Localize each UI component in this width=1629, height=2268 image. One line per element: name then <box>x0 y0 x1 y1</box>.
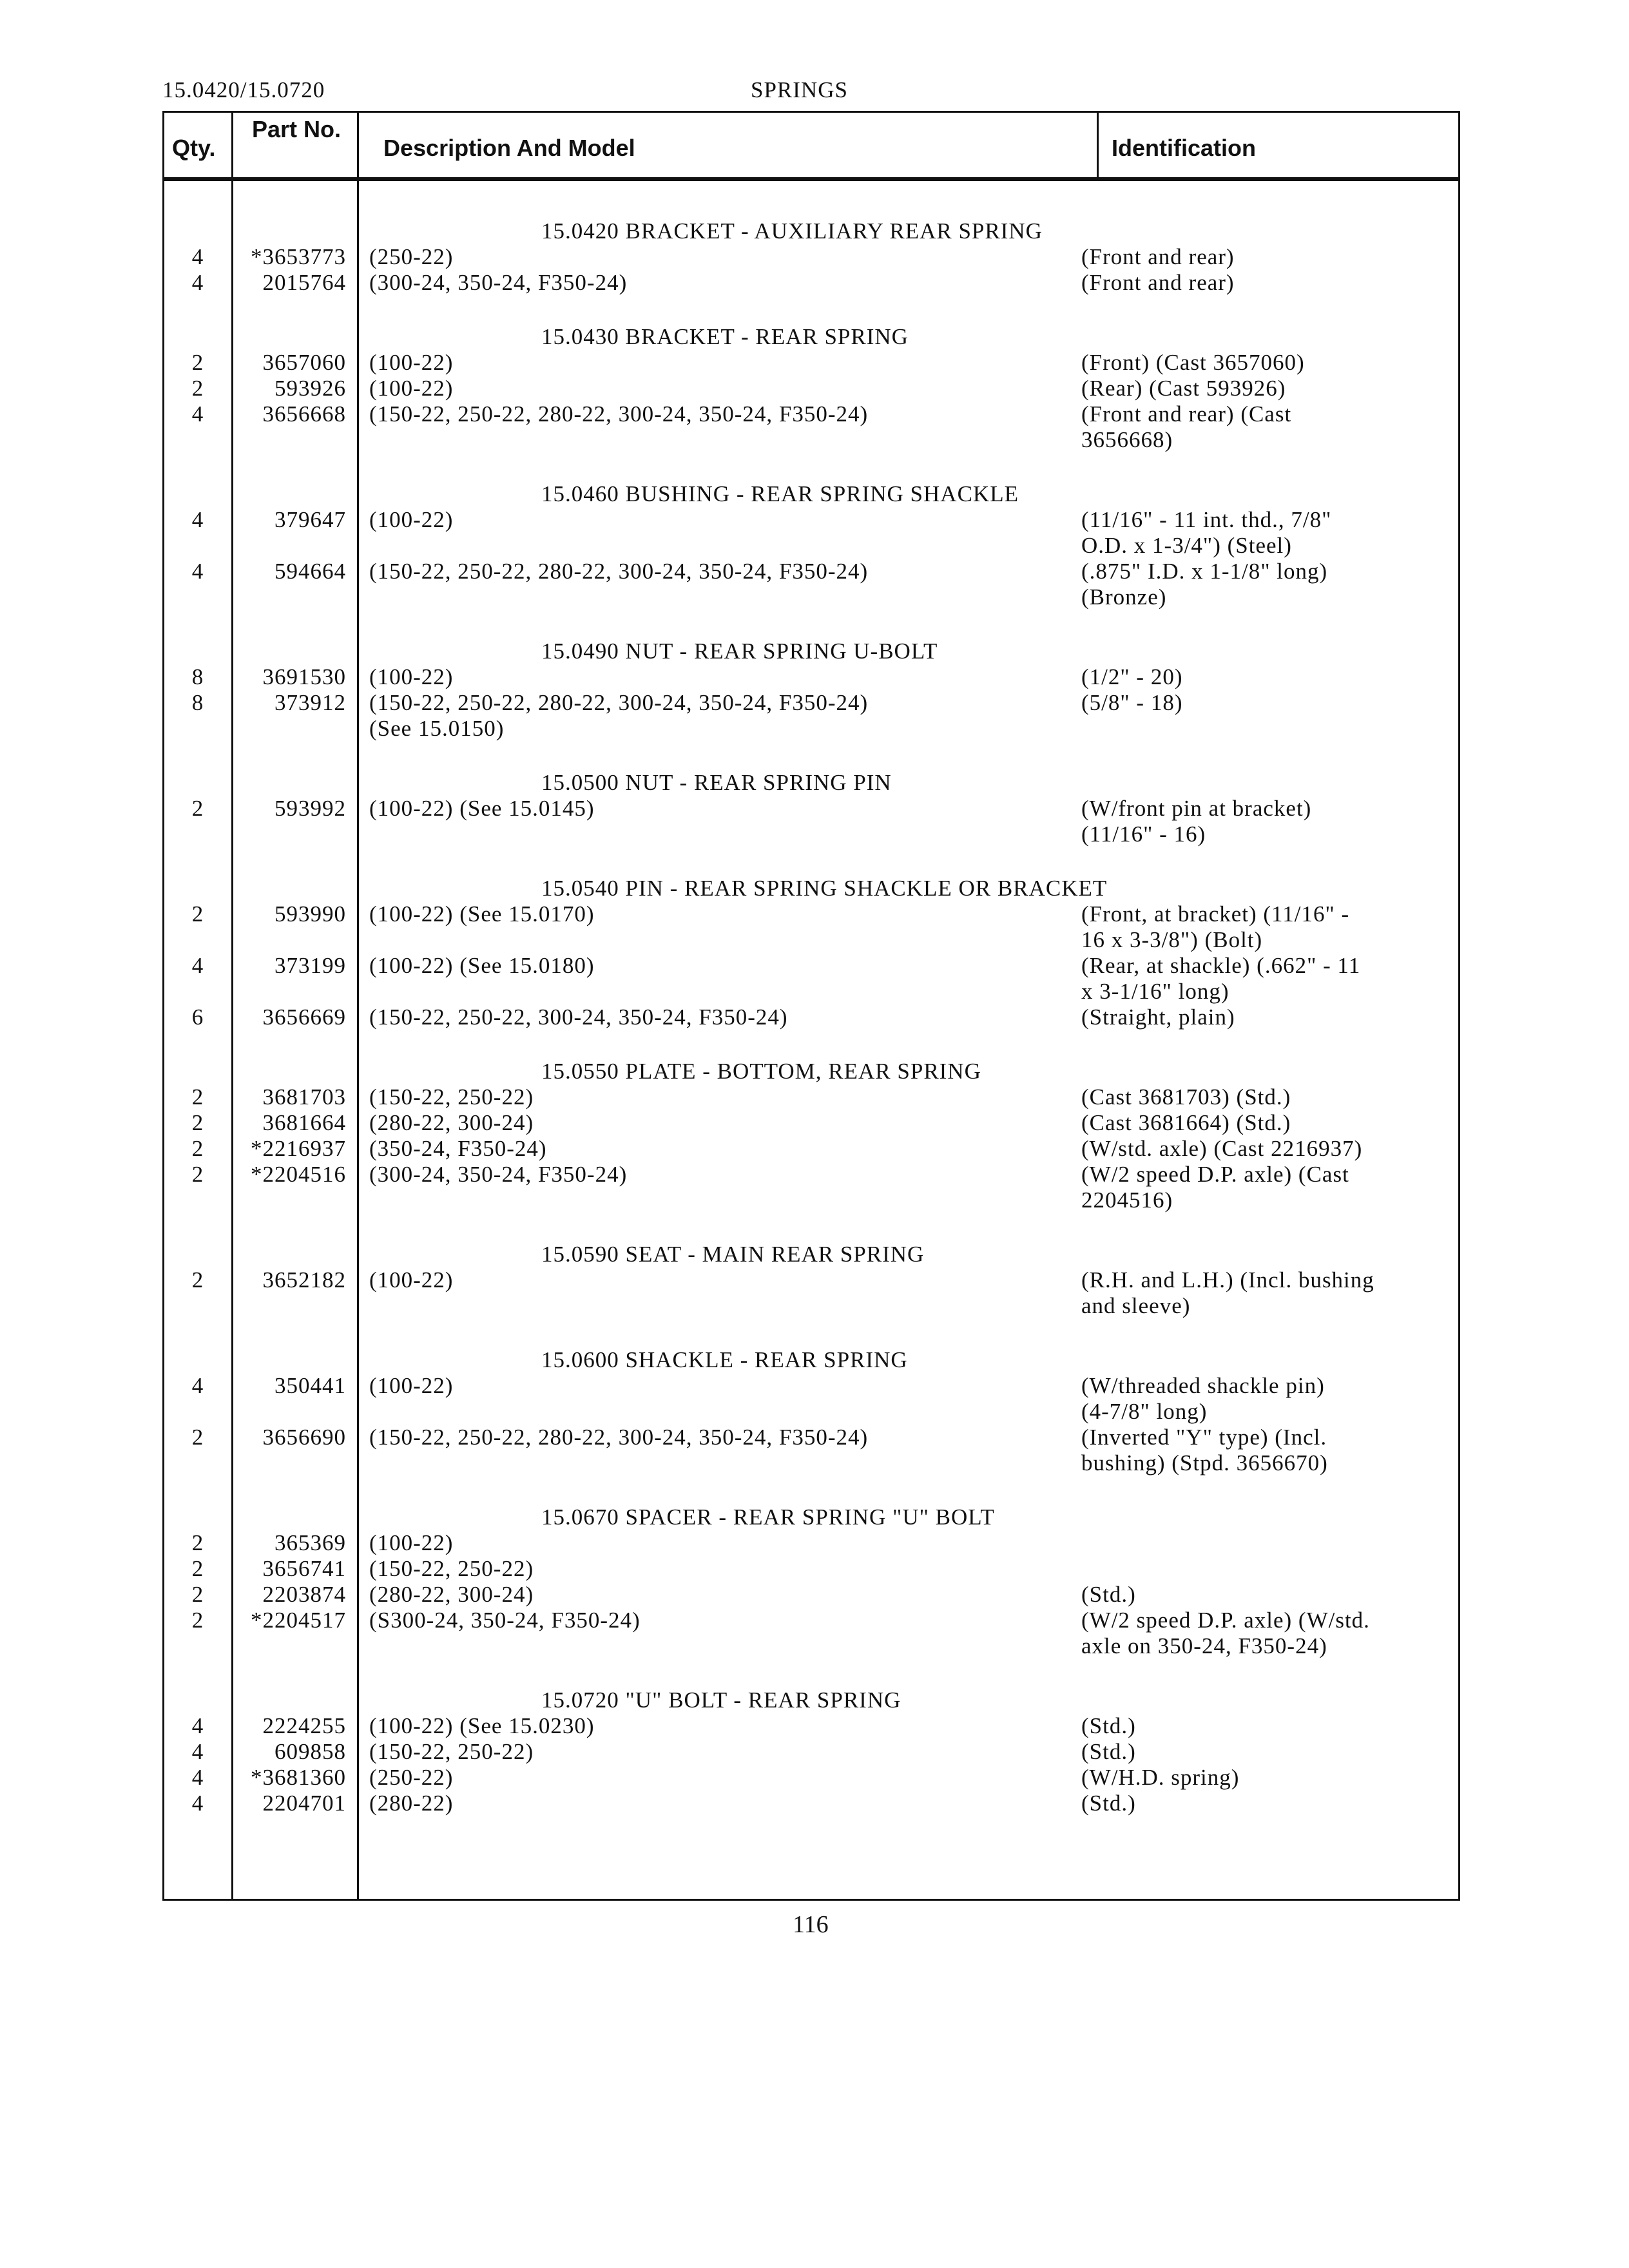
table-row <box>164 796 1458 847</box>
section-spacer <box>164 610 1458 639</box>
table-row <box>164 1556 1458 1582</box>
part-number-cell: 594664 <box>275 559 346 584</box>
qty-cell: 4 <box>191 507 204 532</box>
table-row <box>164 1425 1458 1476</box>
qty-cell: 2 <box>191 350 204 375</box>
qty-cell: 4 <box>191 401 204 427</box>
section-spacer <box>164 847 1458 876</box>
part-number-cell: 3681703 <box>262 1084 346 1110</box>
identification-cell: (W/2 speed D.P. axle) (W/std. axle on 350-24, F350-24) <box>1081 1608 1370 1658</box>
qty-cell: 4 <box>191 1765 204 1790</box>
section-spacer <box>164 742 1458 770</box>
part-number-cell: 3656668 <box>262 401 346 427</box>
description-cell: (100-22) <box>369 507 454 532</box>
section-title: 15.0540 PIN - REAR SPRING SHACKLE OR BRACKET <box>541 876 1108 901</box>
identification-cell: (Std.) <box>1081 1791 1136 1816</box>
table-row <box>164 1739 1458 1765</box>
table-row <box>164 1162 1458 1213</box>
qty-cell: 2 <box>191 1530 204 1555</box>
section-title: 15.0430 BRACKET - REAR SPRING <box>541 324 909 349</box>
qty-cell: 4 <box>191 953 204 978</box>
part-number-cell: *2216937 <box>251 1136 346 1161</box>
qty-cell: 2 <box>191 1110 204 1135</box>
table-row <box>164 270 1458 296</box>
part-number-cell: 3691530 <box>262 664 346 689</box>
column-header-part-no: Part No. <box>251 116 342 142</box>
qty-cell: 6 <box>191 1004 204 1030</box>
section-title: 15.0720 "U" BOLT - REAR SPRING <box>541 1687 901 1713</box>
description-cell: (250-22) <box>369 1765 454 1790</box>
part-number-cell: 2015764 <box>262 270 346 295</box>
qty-cell: 2 <box>191 1084 204 1110</box>
qty-cell: 4 <box>191 270 204 295</box>
qty-cell: 2 <box>191 1162 204 1187</box>
identification-cell: (W/front pin at bracket) (11/16" - 16) <box>1081 796 1312 847</box>
identification-cell: (Std.) <box>1081 1713 1136 1738</box>
part-number-cell: *2204517 <box>251 1608 346 1633</box>
section-title: 15.0420 BRACKET - AUXILIARY REAR SPRING <box>541 218 1043 244</box>
table-row <box>164 401 1458 453</box>
identification-cell: (Front and rear) (Cast 3656668) <box>1081 401 1292 452</box>
description-cell: (100-22) <box>369 1530 454 1555</box>
identification-cell: (Front and rear) <box>1081 244 1235 269</box>
qty-cell: 2 <box>191 376 204 401</box>
qty-cell: 8 <box>191 664 204 689</box>
description-cell: (150-22, 250-22, 300-24, 350-24, F350-24) <box>369 1004 788 1030</box>
description-cell: (280-22, 300-24) <box>369 1110 534 1135</box>
part-number-cell: 593990 <box>275 901 346 927</box>
identification-cell: (Front, at bracket) (11/16" - 16 x 3-3/8") (Bolt) <box>1081 901 1350 952</box>
section-title: 15.0590 SEAT - MAIN REAR SPRING <box>541 1242 925 1267</box>
part-number-cell: 3656690 <box>262 1425 346 1450</box>
identification-cell: (Std.) <box>1081 1582 1136 1607</box>
identification-cell: (W/H.D. spring) <box>1081 1765 1240 1790</box>
part-number-cell: 2224255 <box>262 1713 346 1738</box>
description-cell: (250-22) <box>369 244 454 269</box>
table-row <box>164 244 1458 270</box>
identification-cell: (W/std. axle) (Cast 2216937) <box>1081 1136 1363 1161</box>
parts-table <box>162 111 1460 1901</box>
qty-cell: 2 <box>191 1136 204 1161</box>
description-cell: (150-22, 250-22, 280-22, 300-24, 350-24, F350-24) (See 15.0150) <box>369 690 869 741</box>
description-cell: (300-24, 350-24, F350-24) <box>369 1162 628 1187</box>
identification-cell <box>1079 1556 1446 1582</box>
part-number-cell: 373912 <box>275 690 346 715</box>
description-cell: (100-22) <box>369 1267 454 1293</box>
description-cell: (350-24, F350-24) <box>369 1136 547 1161</box>
identification-cell: (5/8" - 18) <box>1081 690 1183 715</box>
table-row <box>164 1004 1458 1030</box>
qty-cell: 2 <box>191 1582 204 1607</box>
qty-cell: 2 <box>191 1556 204 1581</box>
part-number-cell: 373199 <box>275 953 346 978</box>
table-row <box>164 376 1458 401</box>
table-row <box>164 953 1458 1004</box>
section-title: 15.0500 NUT - REAR SPRING PIN <box>541 770 892 795</box>
section-title: 15.0600 SHACKLE - REAR SPRING <box>541 1347 908 1372</box>
qty-cell: 4 <box>191 1791 204 1816</box>
description-cell: (100-22) <box>369 1373 454 1398</box>
identification-cell: (Front and rear) <box>1081 270 1235 295</box>
column-header-identification: Identification <box>1112 135 1256 161</box>
qty-cell: 2 <box>191 901 204 927</box>
table-row <box>164 1136 1458 1162</box>
table-row <box>164 664 1458 690</box>
identification-cell: (Straight, plain) <box>1081 1004 1235 1030</box>
description-cell: (100-22) <box>369 664 454 689</box>
page-number: 116 <box>793 1911 829 1938</box>
identification-cell: (11/16" - 11 int. thd., 7/8" O.D. x 1-3/4") (Steel) <box>1081 507 1332 558</box>
identification-cell: (Rear, at shackle) (.662" - 11 x 3-1/16" long) <box>1081 953 1361 1004</box>
section-title: 15.0550 PLATE - BOTTOM, REAR SPRING <box>541 1059 981 1084</box>
description-cell: (150-22, 250-22) <box>369 1556 534 1581</box>
table-row <box>164 1608 1458 1659</box>
part-number-cell: 3681664 <box>262 1110 346 1135</box>
description-cell: (150-22, 250-22) <box>369 1739 534 1764</box>
description-cell: (280-22, 300-24) <box>369 1582 534 1607</box>
part-number-cell: 593992 <box>275 796 346 821</box>
section-title: 15.0490 NUT - REAR SPRING U-BOLT <box>541 639 938 664</box>
identification-cell: (Cast 3681664) (Std.) <box>1081 1110 1291 1135</box>
table-row <box>164 1582 1458 1608</box>
part-number-cell: 350441 <box>275 1373 346 1398</box>
qty-cell: 2 <box>191 796 204 821</box>
part-number-cell: 3657060 <box>262 350 346 375</box>
table-row <box>164 559 1458 610</box>
table-row <box>164 1765 1458 1791</box>
identification-cell: (W/2 speed D.P. axle) (Cast 2204516) <box>1081 1162 1349 1213</box>
part-number-cell: 3652182 <box>262 1267 346 1293</box>
part-number-cell: 365369 <box>275 1530 346 1555</box>
description-cell: (100-22) <box>369 376 454 401</box>
qty-cell: 8 <box>191 690 204 715</box>
part-number-cell: *3681360 <box>251 1765 346 1790</box>
description-cell: (300-24, 350-24, F350-24) <box>369 270 628 295</box>
page-title: SPRINGS <box>751 77 848 102</box>
part-number-cell: 2204701 <box>262 1791 346 1816</box>
identification-cell: (Inverted "Y" type) (Incl. bushing) (Stpd. 3656670) <box>1081 1425 1328 1475</box>
section-spacer <box>164 1659 1458 1687</box>
table-row <box>164 1791 1458 1816</box>
table-row <box>164 507 1458 559</box>
part-number-cell: *3653773 <box>251 244 346 269</box>
table-row <box>164 350 1458 376</box>
description-cell: (100-22) (See 15.0180) <box>369 953 595 978</box>
qty-cell: 4 <box>191 559 204 584</box>
header-rule <box>164 177 1458 181</box>
section-title: 15.0670 SPACER - REAR SPRING "U" BOLT <box>541 1504 995 1530</box>
identification-cell: (.875" I.D. x 1-1/8" long) (Bronze) <box>1081 559 1328 610</box>
description-cell: (100-22) <box>369 350 454 375</box>
table-row <box>164 1530 1458 1556</box>
table-row <box>164 690 1458 742</box>
qty-cell: 2 <box>191 1267 204 1293</box>
qty-cell: 4 <box>191 1739 204 1764</box>
description-cell: (150-22, 250-22, 280-22, 300-24, 350-24, F350-24) <box>369 401 869 427</box>
description-cell: (150-22, 250-22) <box>369 1084 534 1110</box>
identification-cell: (Front) (Cast 3657060) <box>1081 350 1305 375</box>
description-cell: (S300-24, 350-24, F350-24) <box>369 1608 641 1633</box>
part-number-cell: 3656741 <box>262 1556 346 1581</box>
qty-cell: 4 <box>191 1713 204 1738</box>
identification-cell: (Cast 3681703) (Std.) <box>1081 1084 1291 1110</box>
part-number-cell: *2204516 <box>251 1162 346 1187</box>
page-section-code: 15.0420/15.0720 <box>162 77 325 102</box>
description-cell: (100-22) (See 15.0230) <box>369 1713 595 1738</box>
table-row <box>164 1084 1458 1110</box>
section-spacer <box>164 1319 1458 1347</box>
section-spacer <box>164 453 1458 481</box>
section-spacer <box>164 1476 1458 1504</box>
description-cell: (150-22, 250-22, 280-22, 300-24, 350-24, F350-24) <box>369 559 869 584</box>
description-cell: (100-22) (See 15.0170) <box>369 901 595 927</box>
section-spacer <box>164 296 1458 324</box>
part-number-cell: 609858 <box>275 1739 346 1764</box>
identification-cell: (1/2" - 20) <box>1081 664 1183 689</box>
table-row <box>164 1110 1458 1136</box>
identification-cell: (Std.) <box>1081 1739 1136 1764</box>
table-row <box>164 1373 1458 1425</box>
table-row <box>164 1713 1458 1739</box>
qty-cell: 4 <box>191 1373 204 1398</box>
column-header-qty: Qty. <box>172 135 216 161</box>
part-number-cell: 379647 <box>275 507 346 532</box>
qty-cell: 4 <box>191 244 204 269</box>
identification-cell: (Rear) (Cast 593926) <box>1081 376 1286 401</box>
identification-cell: (W/threaded shackle pin) (4-7/8" long) <box>1081 1373 1325 1424</box>
description-cell: (100-22) (See 15.0145) <box>369 796 595 821</box>
section-spacer <box>164 1030 1458 1059</box>
description-cell: (150-22, 250-22, 280-22, 300-24, 350-24, F350-24) <box>369 1425 869 1450</box>
part-number-cell: 3656669 <box>262 1004 346 1030</box>
qty-cell: 2 <box>191 1425 204 1450</box>
table-row <box>164 1267 1458 1319</box>
identification-cell: (R.H. and L.H.) (Incl. bushing and sleeve) <box>1081 1267 1374 1318</box>
part-number-cell: 2203874 <box>262 1582 346 1607</box>
table-row <box>164 901 1458 953</box>
qty-cell: 2 <box>191 1608 204 1633</box>
part-number-cell: 593926 <box>275 376 346 401</box>
section-title: 15.0460 BUSHING - REAR SPRING SHACKLE <box>541 481 1019 506</box>
description-cell: (280-22) <box>369 1791 454 1816</box>
section-spacer <box>164 1213 1458 1242</box>
column-divider <box>1097 113 1099 180</box>
table-body <box>164 218 1458 1816</box>
column-header-description: Description And Model <box>383 135 635 161</box>
identification-cell <box>1079 1530 1446 1556</box>
